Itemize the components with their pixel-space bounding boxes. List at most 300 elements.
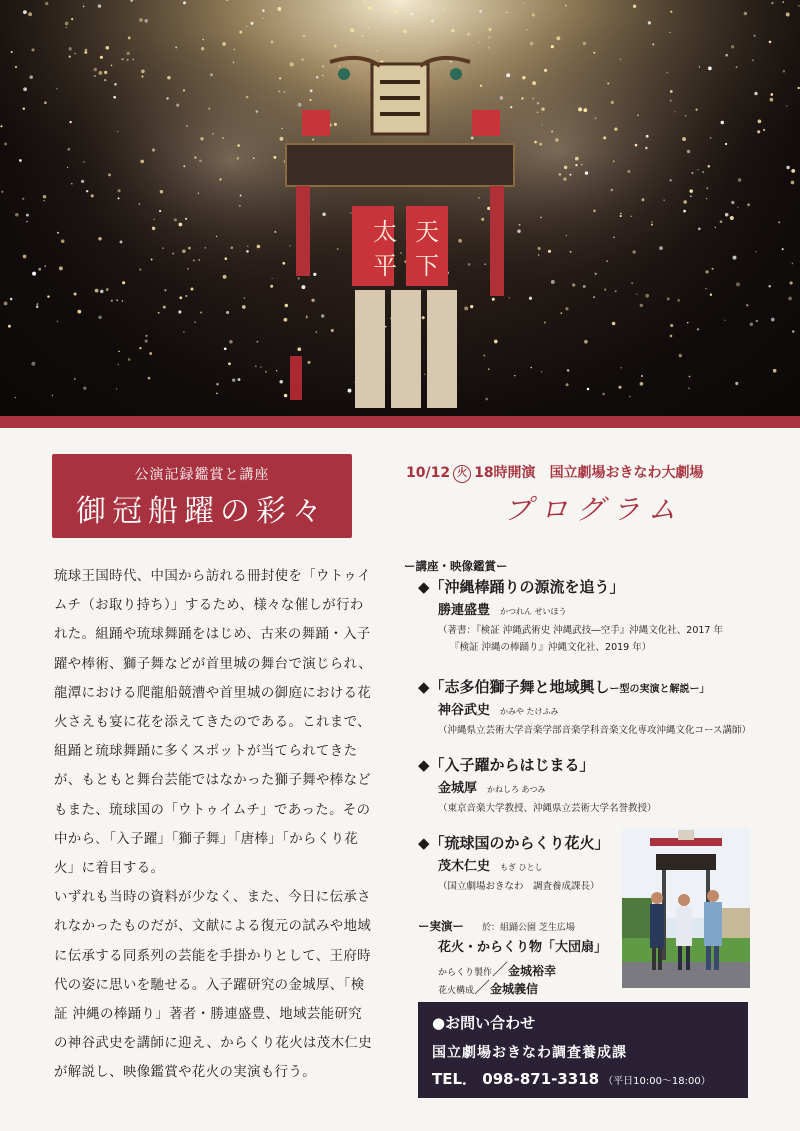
spark xyxy=(720,220,723,223)
spark xyxy=(298,103,302,107)
spark xyxy=(541,107,544,110)
spark xyxy=(167,76,170,79)
spark xyxy=(23,255,27,259)
spark xyxy=(128,358,131,361)
spark xyxy=(71,183,73,185)
spark xyxy=(183,89,185,91)
spark xyxy=(246,26,247,27)
spark xyxy=(750,323,753,326)
spark xyxy=(98,237,102,241)
spark xyxy=(424,374,425,375)
spark xyxy=(480,85,482,87)
spark xyxy=(400,252,402,254)
spark xyxy=(615,290,617,292)
spark xyxy=(139,347,141,349)
spark xyxy=(544,321,546,323)
spark xyxy=(140,160,144,164)
spark xyxy=(283,91,285,93)
lecture-title: ◆「琉球国のからくり花火」 xyxy=(418,834,610,852)
spark xyxy=(183,165,185,167)
spark xyxy=(45,2,48,5)
spark xyxy=(556,36,560,40)
spark xyxy=(614,128,617,131)
spark xyxy=(712,268,714,270)
spark xyxy=(219,178,222,181)
spark xyxy=(94,68,97,71)
spark xyxy=(593,296,595,298)
spark xyxy=(613,160,615,162)
spark xyxy=(738,178,742,182)
spark xyxy=(233,62,235,64)
spark xyxy=(289,245,290,246)
spark xyxy=(783,70,785,72)
lecturer-note: （著書：『検証 沖縄武術史 沖縄武技―空手』沖縄文化社、2017 年 『検証 沖縄の棒踊り』沖縄文化社、2019 年） xyxy=(438,625,723,653)
event-subtitle: 公演記録鑑賞と講座 xyxy=(134,467,270,483)
credit-role: からくり製作 xyxy=(438,968,493,978)
spark xyxy=(578,107,582,111)
lecture-section-label: ー講座・映像鑑賞ー xyxy=(404,559,508,573)
spark xyxy=(29,75,33,79)
spark xyxy=(237,144,240,147)
spark xyxy=(564,166,567,169)
spark xyxy=(583,285,586,288)
lecturer-kana: かみや たけふみ xyxy=(500,707,559,716)
spark xyxy=(210,73,213,76)
spark xyxy=(468,263,471,266)
spark xyxy=(708,165,711,168)
spark xyxy=(593,210,596,213)
spark xyxy=(532,81,536,85)
spark xyxy=(74,378,76,380)
spark xyxy=(746,304,748,306)
spark xyxy=(224,257,227,260)
spark xyxy=(91,194,94,197)
spark xyxy=(186,125,188,127)
spark xyxy=(100,290,104,294)
credit-name: 金城裕幸 xyxy=(508,964,557,978)
spark xyxy=(98,71,102,75)
spark xyxy=(451,29,454,32)
spark xyxy=(244,297,246,299)
spark xyxy=(773,369,777,373)
spark xyxy=(128,36,131,39)
spark xyxy=(262,9,264,11)
spark xyxy=(139,18,143,22)
spark xyxy=(747,203,750,206)
program-time: 18時開演 xyxy=(474,465,536,481)
spark xyxy=(31,48,34,51)
spark xyxy=(256,110,258,112)
spark xyxy=(310,89,313,92)
spark xyxy=(410,13,412,15)
performance-title: 花火・からくり物「大団扇」 xyxy=(438,940,608,955)
lecturer-name: 金城厚 かねしろ あつみ xyxy=(438,781,546,796)
contact-organization: 国立劇場おきなわ調査養成課 xyxy=(432,1045,627,1061)
spark xyxy=(67,148,70,151)
spark xyxy=(377,50,378,51)
spark xyxy=(272,278,273,279)
spark xyxy=(758,120,762,124)
spark xyxy=(43,195,46,198)
spark xyxy=(675,111,676,112)
spark xyxy=(563,177,566,180)
spark xyxy=(645,147,648,150)
spark xyxy=(770,93,773,96)
spark xyxy=(85,49,88,52)
spark xyxy=(350,212,352,214)
spark xyxy=(519,224,521,226)
spark xyxy=(270,285,273,288)
spark xyxy=(479,10,482,13)
spark xyxy=(56,88,58,90)
spark xyxy=(246,250,249,253)
spark xyxy=(199,159,202,162)
spark xyxy=(725,143,727,145)
spark xyxy=(185,295,187,297)
spark xyxy=(688,387,690,389)
spark xyxy=(69,55,71,57)
event-title-box xyxy=(52,454,352,538)
spark xyxy=(529,297,532,300)
spark xyxy=(44,101,47,104)
spark xyxy=(145,335,147,337)
spark xyxy=(163,306,166,309)
spark xyxy=(548,250,551,253)
spark xyxy=(10,298,13,301)
spark xyxy=(470,305,473,308)
spark xyxy=(138,203,140,205)
spark xyxy=(782,1,783,2)
spark xyxy=(786,13,790,17)
spark xyxy=(23,10,27,14)
spark xyxy=(636,294,637,295)
spark xyxy=(216,392,218,394)
spark xyxy=(506,73,510,77)
lecturer-note: （国立劇場おきなわ 調査養成課長） xyxy=(438,881,600,892)
spark xyxy=(106,46,110,50)
spark xyxy=(166,97,168,99)
spark xyxy=(517,229,520,232)
spark xyxy=(98,4,101,7)
performance-place: 於：組踊公園 芝生広場 xyxy=(482,923,575,933)
spark xyxy=(538,254,540,256)
spark xyxy=(222,137,224,139)
spark xyxy=(232,378,235,381)
spark xyxy=(172,252,174,254)
spark xyxy=(32,272,36,276)
spark xyxy=(544,69,547,72)
spark xyxy=(353,5,354,6)
spark xyxy=(706,187,708,189)
spark xyxy=(26,221,28,223)
performance-section-label: ー実演ー xyxy=(418,919,464,933)
spark xyxy=(604,288,606,290)
spark xyxy=(581,164,583,166)
spark xyxy=(302,58,304,60)
spark xyxy=(735,382,738,385)
spark xyxy=(695,108,697,110)
spark xyxy=(152,148,155,151)
spark xyxy=(297,347,301,351)
spark xyxy=(593,52,595,54)
spark xyxy=(368,6,372,10)
spark xyxy=(74,292,77,295)
spark xyxy=(256,341,258,343)
spark xyxy=(246,96,249,99)
spark xyxy=(179,296,182,299)
spark xyxy=(602,393,605,396)
spark xyxy=(65,27,67,29)
spark xyxy=(768,285,770,287)
spark xyxy=(142,76,144,78)
spark xyxy=(36,303,38,305)
spark xyxy=(0,125,2,127)
spark xyxy=(194,321,196,323)
credit-name: 金城義信 xyxy=(490,982,539,996)
spark xyxy=(699,66,700,67)
spark xyxy=(38,268,41,271)
spark xyxy=(670,11,672,13)
spark xyxy=(57,321,59,323)
spark xyxy=(191,288,194,291)
spark xyxy=(229,340,233,344)
spark xyxy=(284,318,288,322)
spark xyxy=(705,288,706,289)
spark xyxy=(522,76,525,79)
spark xyxy=(669,32,670,33)
spark xyxy=(635,144,638,147)
spark xyxy=(687,322,688,323)
spark xyxy=(697,169,698,170)
spark xyxy=(488,28,492,32)
spark xyxy=(670,90,673,93)
spark xyxy=(200,312,202,314)
spark xyxy=(484,263,486,265)
spark xyxy=(100,56,103,59)
spark xyxy=(627,170,630,173)
spark xyxy=(637,115,639,117)
spark xyxy=(95,289,99,293)
spark xyxy=(350,28,354,32)
contact-phone-line xyxy=(432,1068,711,1089)
spark xyxy=(385,3,387,5)
spark xyxy=(736,282,740,286)
spark xyxy=(565,4,567,6)
spark xyxy=(59,266,63,270)
spark xyxy=(71,18,73,20)
spark xyxy=(560,312,562,314)
spark xyxy=(83,387,86,390)
spark xyxy=(679,354,682,357)
lecture-item xyxy=(418,676,751,739)
spark xyxy=(298,277,300,279)
spark xyxy=(567,369,570,372)
spark xyxy=(182,249,186,253)
spark xyxy=(116,299,118,301)
spark xyxy=(570,251,572,253)
spark xyxy=(786,166,789,169)
spark xyxy=(311,299,314,302)
performance-credit: からくり製作／金城裕幸 xyxy=(438,960,557,979)
spark xyxy=(619,386,622,389)
spark xyxy=(403,30,407,34)
spark xyxy=(301,285,305,289)
spark xyxy=(15,397,16,398)
spark xyxy=(771,2,773,4)
spark xyxy=(640,382,644,386)
spark xyxy=(659,246,663,250)
spark xyxy=(86,190,88,192)
spark xyxy=(594,117,596,119)
spark xyxy=(508,297,510,299)
spark xyxy=(81,180,84,183)
spark xyxy=(322,65,324,67)
spark xyxy=(566,383,569,386)
spark xyxy=(771,318,775,322)
spark xyxy=(769,41,772,44)
spark xyxy=(200,137,203,140)
spark xyxy=(337,248,339,250)
spark xyxy=(69,47,72,50)
spark xyxy=(303,35,306,38)
spark xyxy=(610,189,613,192)
spark xyxy=(216,383,218,385)
spark xyxy=(587,388,590,391)
spark xyxy=(670,335,673,338)
spark xyxy=(431,20,434,23)
lecturer-name: 勝連盛豊 かつれん せいほう xyxy=(438,603,567,618)
spark xyxy=(478,42,479,43)
spark xyxy=(575,164,577,166)
spark xyxy=(506,12,508,14)
spark xyxy=(108,173,111,176)
credit-role: 花火構成 xyxy=(438,986,475,996)
spark xyxy=(139,269,141,271)
spark xyxy=(691,172,693,174)
spark xyxy=(15,213,19,217)
program-venue: 国立劇場おきなわ大劇場 xyxy=(549,465,704,481)
spark xyxy=(683,210,686,213)
spark xyxy=(583,42,586,45)
spark xyxy=(279,380,283,384)
spark xyxy=(757,130,760,133)
lecture-item xyxy=(418,576,723,656)
spark xyxy=(641,375,643,377)
spark xyxy=(706,198,707,199)
spark xyxy=(682,137,686,141)
spark xyxy=(26,214,29,217)
spark xyxy=(237,157,240,160)
spark xyxy=(450,61,452,63)
spark xyxy=(481,218,484,221)
spark xyxy=(551,280,555,284)
spark xyxy=(316,76,318,78)
lecture-title: ◆「入子躍からはじまる」 xyxy=(418,756,595,774)
lecturer-kana: もぎ ひとし xyxy=(500,863,543,872)
spark xyxy=(183,1,186,4)
spark xyxy=(152,227,155,230)
phone-number[interactable]: 098-871-3318 xyxy=(482,1070,600,1088)
spark xyxy=(188,247,191,250)
spark xyxy=(791,169,795,173)
spark xyxy=(122,281,125,284)
spark xyxy=(551,45,554,48)
spark xyxy=(84,51,87,54)
spark xyxy=(11,51,13,53)
spark xyxy=(555,138,559,142)
spark xyxy=(565,307,568,310)
spark xyxy=(203,39,204,40)
spark xyxy=(603,136,606,139)
spark xyxy=(755,251,756,252)
spark xyxy=(144,19,148,23)
spark xyxy=(754,92,757,95)
spark xyxy=(278,90,280,92)
spark xyxy=(611,101,614,104)
spark xyxy=(575,157,579,161)
spark xyxy=(539,143,542,146)
spark xyxy=(559,173,562,176)
spark xyxy=(122,300,124,302)
spark xyxy=(612,322,616,326)
spark xyxy=(22,198,24,200)
spark xyxy=(585,171,588,174)
spark xyxy=(83,6,85,8)
spark xyxy=(187,268,189,270)
program-weekday: 火 xyxy=(453,465,471,483)
spark xyxy=(620,58,622,60)
lecture-tag: ー型の実演と解説ー」 xyxy=(609,684,710,695)
spark xyxy=(705,270,708,273)
spark xyxy=(537,102,539,104)
spark xyxy=(521,97,523,99)
spark xyxy=(114,83,117,86)
spark xyxy=(595,273,597,275)
spark xyxy=(321,314,324,317)
spark xyxy=(566,235,567,236)
lecturer-kana: かねしろ あつみ xyxy=(487,785,546,794)
stage-photo-illustration xyxy=(622,828,750,988)
hero-photo-fireworks xyxy=(0,0,800,416)
program-date: 10/12 xyxy=(406,465,451,481)
spark xyxy=(532,98,534,100)
spark xyxy=(752,59,754,61)
spark xyxy=(570,174,572,176)
spark xyxy=(83,161,85,163)
lecture-item xyxy=(418,754,657,817)
spark xyxy=(541,371,543,373)
spark xyxy=(212,133,214,135)
spark xyxy=(467,33,470,36)
spark xyxy=(532,13,535,16)
spark xyxy=(541,124,542,125)
spark xyxy=(126,52,129,55)
spark xyxy=(670,324,673,327)
spark xyxy=(216,236,217,237)
spark xyxy=(118,351,120,353)
spark xyxy=(721,121,724,124)
spark xyxy=(185,218,187,220)
spark xyxy=(478,197,480,199)
spark xyxy=(239,205,241,207)
spark xyxy=(731,45,734,48)
banner-char: 天 xyxy=(415,218,439,246)
spark xyxy=(798,5,799,6)
spark xyxy=(572,283,575,286)
spark xyxy=(687,150,690,153)
spark xyxy=(790,281,793,284)
spark xyxy=(736,66,738,68)
